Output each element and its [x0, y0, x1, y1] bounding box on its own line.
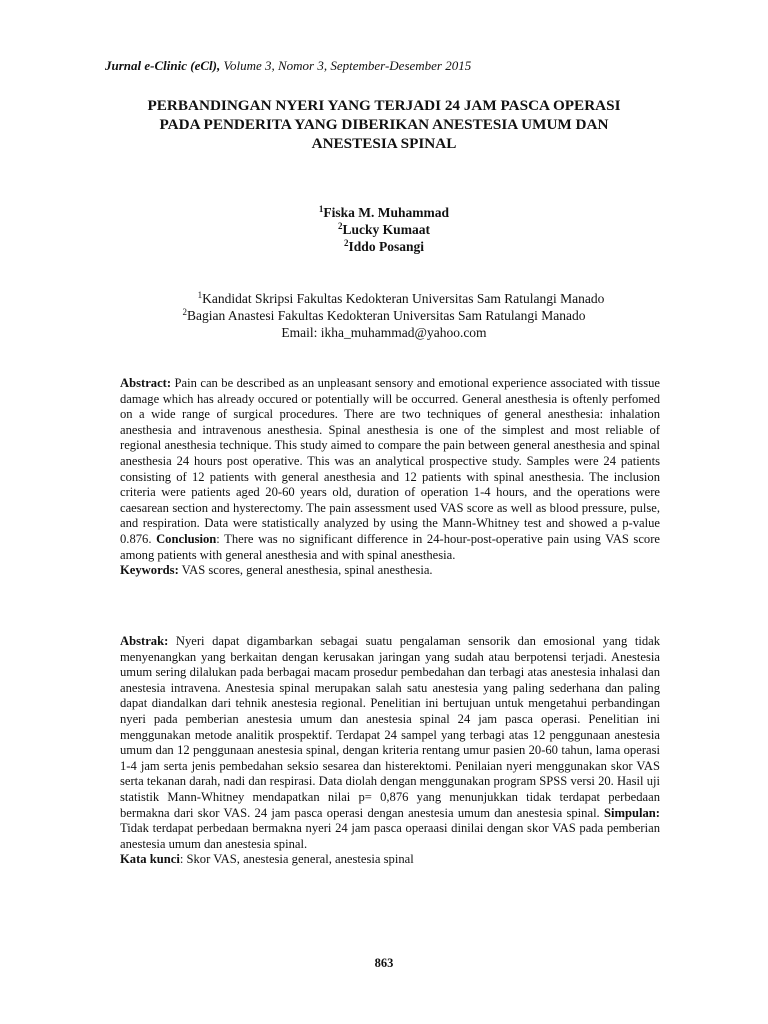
conclusion-label: Conclusion	[156, 531, 217, 546]
author-name: Iddo Posangi	[348, 239, 424, 254]
simpulan-label: Simpulan:	[604, 805, 660, 820]
title-line-2: PADA PENDERITA YANG DIBERIKAN ANESTESIA UMUM DAN	[159, 116, 609, 133]
author-superscript: 2	[338, 221, 343, 231]
author	[0, 238, 768, 255]
journal-header	[105, 58, 471, 74]
title-line-1: PERBANDINGAN NYERI YANG TERJADI 24 JAM PASCA OPERASI	[147, 97, 621, 114]
affiliation-superscript: 1	[197, 290, 203, 300]
affiliation-superscript: 2	[182, 307, 187, 317]
keywords-text: VAS scores, general anesthesia, spinal anesthesia.	[178, 563, 433, 578]
abstract-label: Abstract:	[120, 376, 172, 390]
author	[0, 221, 768, 238]
page-number: 863	[374, 956, 394, 970]
abstrak-body	[120, 634, 660, 852]
kata-kunci	[120, 852, 660, 868]
author-name: Lucky Kumaat	[342, 222, 430, 237]
author-list	[0, 204, 768, 255]
kata-kunci-label: Kata kunci	[120, 852, 180, 867]
journal-details: Volume 3, Nomor 3, September-Desember 2015	[220, 58, 472, 73]
kata-kunci-text: : Skor VAS, anestesia general, anestesia spinal	[179, 852, 414, 867]
author	[0, 204, 768, 221]
simpulan-text: Tidak terdapat perbedaan bermakna nyeri 24 jam pasca operaasi dinilai dengan skor VAS pada pemberian anestesia umum dan anestesia spinal.	[120, 821, 660, 851]
keywords-label: Keywords:	[120, 563, 179, 578]
abstrak-text: Nyeri dapat digambarkan sebagai suatu pengalaman sensorik dan emosional yang tidak menyenangkan yang berkaitan dengan kerusakan jaringan yang sudah atau berpotensi terjadi. Anestesia umum sering dilalukan pada berbagai macam prosedur pembedahan dan terbagi atas anestesia inhalasi dan anestesia intravena. Anestesia spinal merupakan salah satu anestesia yang paling sederhana dan paling dapat diandalkan dari tehnik anestesia regional. Penelitian ini bertujuan untuk mengetahui perbandingan nyeri pada pemberian anestesia umum dan anestesia spinal 24 jam pasca operasi. Penelitian ini menggunakan metode analitik prospektif. Terdapat 24 sampel yang terbagi atas 12 penggunaan anestesia umum dan 12 penggunaan anestesia spinal, dengan kriteria rentang umur pasien 20-60 tahun, lama operasi 1-4 jam serta jenis pembedahan seksio sesarea dan histerektomi. Penilaian nyeri menggunakan skor VAS serta tekanan darah, nadi dan respirasi. Data diolah dengan menggunakan program SPSS versi 20. Hasil uji statistik Mann-Whitney mendapatkan nilai p= 0,876 yang menunjukkan tidak terdapat perbedaan bermakna dari skor VAS. 24 jam pasca operasi dengan anestesia umum dan anestesia spinal.	[120, 634, 660, 820]
title-line-3: ANESTESIA SPINAL	[311, 135, 457, 152]
affiliations	[0, 290, 768, 341]
conclusion-text: : There was no significant difference in 24-hour-post-operative pain using VAS score among patients with general anesthesia and with spinal anesthesia.	[120, 531, 660, 562]
keywords	[120, 563, 660, 579]
abstract-english	[120, 376, 660, 579]
author-superscript: 2	[344, 238, 349, 248]
abstract-body	[120, 376, 660, 563]
journal-name: Jurnal e-Clinic (eCl),	[105, 58, 221, 73]
author-name: Fiska M. Muhammad	[323, 205, 450, 220]
paper-title	[90, 96, 678, 153]
abstrak-label: Abstrak:	[120, 634, 169, 648]
abstract-text: Pain can be described as an unpleasant sensory and emotional experience associated with tissue damage which has already occured or potentially will be occurred. General anesthesia is oftenly perfomed on a wide range of surgical procedures. There are two techniques of general anesthesia: inhalation anesthesia and intravenous anesthesia. Spinal anesthesia is one of the simplest and most reliable of regional anesthesia technique. This study aimed to compare the pain between general anesthesia and spinal anesthesia 24 hours post operative. This was an analytical prospective study. Samples were 24 patients consisting of 12 patients with general anesthesia and 12 patients with spinal anesthesia. The inclusion criteria were patients aged 20-60 years old, duration of operation 1-4 hours, and the operations were caesarean section and hysterectomy. The pain assessment used VAS score as well as blood pressure, pulse, and respiration. Data were statistically analyzed by using the Mann-Whitney test and showed a p-value 0.876.	[120, 376, 660, 546]
affiliation	[0, 290, 768, 307]
abstract-indonesian	[120, 634, 660, 868]
affiliation-text: Kandidat Skripsi Fakultas Kedokteran Universitas Sam Ratulangi Manado	[202, 291, 605, 306]
author-superscript: 1	[318, 204, 324, 214]
email: Email: ikha_muhammad@yahoo.com	[281, 325, 487, 340]
affiliation	[0, 307, 768, 324]
affiliation-text: Bagian Anastesi Fakultas Kedokteran Universitas Sam Ratulangi Manado	[186, 308, 586, 323]
